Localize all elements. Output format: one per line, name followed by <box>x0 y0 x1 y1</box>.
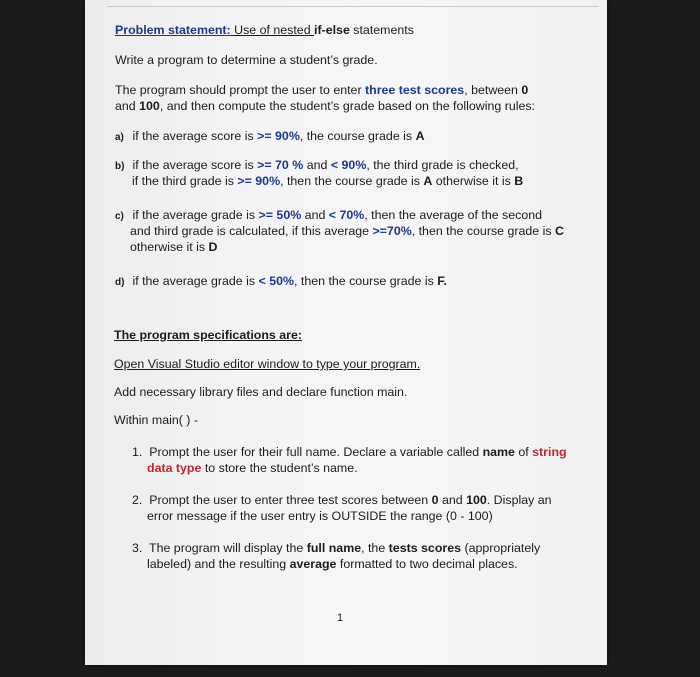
rule-c-line-1: c) if the average grade is >= 50% and < 70%, then the average of the second <box>115 208 543 222</box>
rule-a: a) if the average score is >= 90%, the course grade is A <box>115 129 425 143</box>
step-3-line-1: 3. The program will display the full name, the tests scores (appropriately <box>132 541 541 555</box>
step-2-line-1: 2. Prompt the user to enter three test scores between 0 and 100. Display an <box>132 493 552 507</box>
rule-d: d) if the average grade is < 50%, then the course grade is F. <box>115 274 447 288</box>
specs-add-line: Add necessary library files and declare function main. <box>114 385 408 399</box>
step-1-line-2: data type to store the student’s name. <box>147 461 358 475</box>
top-rule <box>107 6 599 7</box>
rule-b-line-1: b) if the average score is >= 70 % and < 90%, the third grade is checked, <box>115 158 519 172</box>
rule-c-line-3: otherwise it is D <box>130 240 218 254</box>
para-line-2: and 100, and then compute the student’s grade based on the following rules: <box>115 99 535 113</box>
para-line-1: The program should prompt the user to enter three test scores, between 0 <box>115 83 529 97</box>
problem-statement-heading: Problem statement: Use of nested if-else statements <box>115 23 414 37</box>
page-number: 1 <box>337 612 344 624</box>
step-3-line-2: labeled) and the resulting average formatted to two decimal places. <box>147 557 518 571</box>
step-1-line-1: 1. Prompt the user for their full name. Declare a variable called name of string <box>132 445 567 459</box>
specs-within-line: Within main( ) - <box>114 413 198 427</box>
rule-c-line-2: and third grade is calculated, if this average >=70%, then the course grade is C <box>130 224 564 238</box>
step-2-line-2: error message if the user entry is OUTSIDE the range (0 - 100) <box>147 509 493 523</box>
specs-title: The program specifications are: <box>114 328 302 342</box>
document-page <box>85 0 607 665</box>
rule-b-line-2: if the third grade is >= 90%, then the course grade is A otherwise it is B <box>132 174 524 188</box>
specs-open-line: Open Visual Studio editor window to type your program. <box>114 357 421 371</box>
intro-line: Write a program to determine a student’s grade. <box>115 53 378 67</box>
